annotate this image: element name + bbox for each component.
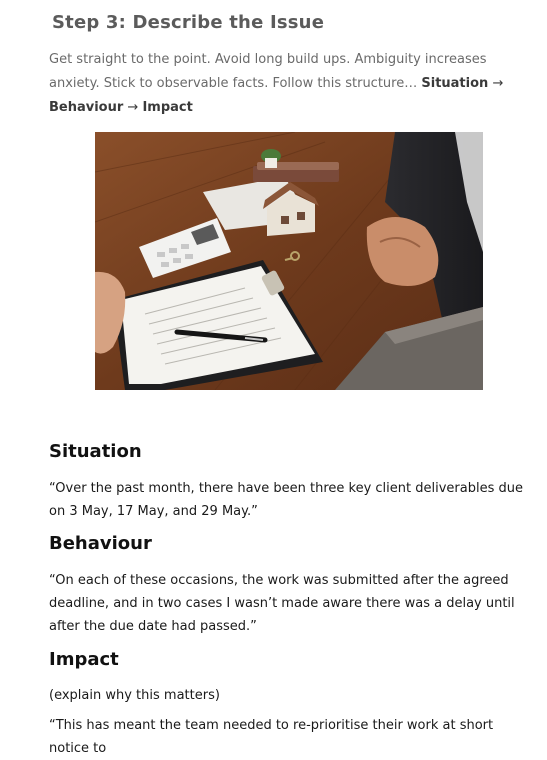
step-title: Step 3: Describe the Issue — [52, 12, 325, 33]
intro-paragraph — [49, 48, 534, 120]
intro-arrow-1: → — [492, 76, 504, 91]
impact-heading: Impact — [49, 649, 119, 670]
intro-situation: Situation — [421, 76, 489, 91]
impact-note: (explain why this matters) — [49, 688, 220, 703]
intro-impact: Impact — [142, 100, 193, 115]
behaviour-heading: Behaviour — [49, 533, 152, 554]
behaviour-text: “On each of these occasions, the work was submitted after the agreed deadline, and in two cases I wasn’t made aware there was a delay until after the due date had passed.” — [49, 573, 515, 634]
impact-text: “This has meant the team needed to re-prioritise their work at short notice to — [49, 718, 494, 756]
situation-text: “Over the past month, there have been three key client deliverables due on 3 May, 17 May, and 29 May.” — [49, 481, 523, 519]
situation-heading: Situation — [49, 441, 142, 462]
intro-behaviour: Behaviour — [49, 100, 124, 115]
office-meeting-photo — [95, 132, 483, 390]
intro-arrow-2: → — [127, 100, 139, 115]
intro-text: Get straight to the point. Avoid long build ups. Ambiguity increases anxiety. Stick to observable facts. Follow this structure… — [49, 52, 487, 91]
